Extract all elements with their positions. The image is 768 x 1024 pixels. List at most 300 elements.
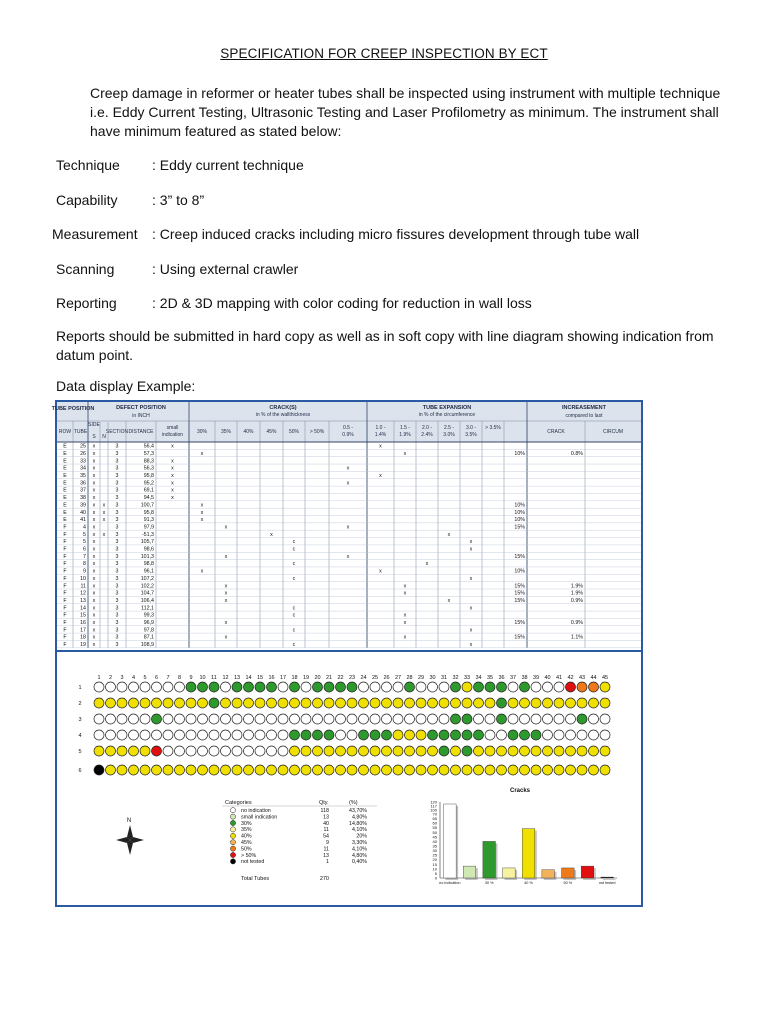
tube-circle	[209, 714, 219, 724]
cell-row: E	[63, 509, 67, 516]
tube-circle	[129, 765, 139, 775]
legend-label: small indication	[241, 814, 278, 821]
cell-tube: 14	[80, 605, 86, 612]
tube-circle	[140, 746, 150, 756]
cell-distance: 112,1	[141, 605, 154, 612]
tube-circle	[451, 765, 461, 775]
chart-bar	[601, 877, 614, 878]
tube-circle	[543, 730, 553, 740]
tube-circle	[543, 682, 553, 692]
map-row-number: 3	[78, 717, 82, 723]
tube-circle	[106, 730, 116, 740]
tube-circle	[278, 698, 288, 708]
cell-crack-mark: x	[224, 553, 228, 560]
tube-circle	[232, 730, 242, 740]
cell-side-s: x	[92, 561, 96, 568]
tube-circle	[497, 682, 507, 692]
cell-row: F	[63, 575, 67, 582]
tube-circle	[520, 730, 530, 740]
tube-circle	[301, 746, 311, 756]
tube-circle	[347, 714, 357, 724]
tube-circle	[531, 765, 541, 775]
tube-circle	[198, 746, 208, 756]
spec-label-capability: Capability	[56, 192, 118, 208]
tube-circle	[198, 682, 208, 692]
tube-circle	[278, 682, 288, 692]
tube-circle	[267, 746, 277, 756]
cell-crack-mark: x	[200, 502, 204, 509]
legend-label: > 50%	[241, 852, 257, 859]
column-header: 1.5 -	[399, 425, 411, 431]
tube-circle	[577, 765, 587, 775]
map-column-number: 39	[532, 675, 540, 681]
cell-crack-mark: c	[292, 605, 296, 612]
tube-circle	[301, 698, 311, 708]
legend-pct: 20%	[356, 833, 367, 840]
cell-row: E	[63, 473, 67, 479]
cell-expansion-mark: x	[469, 605, 473, 612]
cell-distance: 69,1	[143, 487, 154, 494]
cell-section: 3	[115, 443, 119, 450]
tube-circle	[359, 698, 369, 708]
cell-section: 3	[115, 612, 119, 619]
tube-circle	[566, 746, 576, 756]
cell-tube: 15	[80, 612, 86, 619]
legend-swatch	[230, 840, 235, 845]
cell-circum-increase: 0.9%	[570, 597, 583, 604]
column-header: S	[92, 434, 96, 440]
column-header: 3.0%	[443, 432, 455, 438]
tube-circle	[577, 746, 587, 756]
cell-side-s: x	[92, 480, 96, 487]
tube-circle	[221, 746, 231, 756]
cell-crack-mark: x	[270, 531, 273, 538]
tube-circle	[175, 714, 185, 724]
tube-circle	[531, 698, 541, 708]
legend-pct: 3,30%	[351, 840, 367, 846]
column-header: 0.5 -	[342, 425, 354, 431]
tube-circle	[485, 714, 495, 724]
legend-pct: 43,70%	[349, 808, 367, 814]
column-header: 2.0 -	[421, 425, 433, 431]
cell-section: 3	[115, 634, 119, 641]
legend-label: 40%	[241, 833, 252, 840]
tube-circle	[474, 714, 484, 724]
legend-qty: 40	[323, 820, 329, 827]
tube-circle	[520, 714, 530, 724]
chart-bar	[581, 866, 594, 878]
cell-tube: 33	[80, 458, 86, 465]
map-column-number: 6	[154, 675, 159, 681]
legend-qty: 54	[323, 833, 329, 840]
cell-circum-increase: 1.9%	[570, 583, 583, 590]
cell-expansion-mark: x	[379, 568, 382, 575]
cell-row: E	[63, 495, 67, 502]
tube-circle	[244, 698, 254, 708]
tube-circle	[140, 714, 150, 724]
cell-crack-mark: x	[224, 634, 228, 641]
header-expansion-sub: in % of the circumference	[418, 412, 476, 418]
tube-circle	[209, 746, 219, 756]
cell-distance: 87,1	[143, 634, 154, 641]
tube-circle	[474, 682, 484, 692]
chart-bar	[522, 829, 535, 878]
column-header: 35%	[220, 429, 232, 435]
cell-side-s: x	[92, 473, 96, 479]
tube-circle	[485, 682, 495, 692]
cell-crack-mark: x	[171, 480, 174, 487]
legend-pct: 4,10%	[351, 846, 367, 853]
compass-north-label: N	[126, 818, 132, 824]
tube-circle	[531, 730, 541, 740]
cell-tube: 35	[80, 473, 86, 479]
map-column-number: 10	[199, 675, 206, 681]
header-cracks-sub: in % of the wallthickness	[255, 412, 311, 418]
map-column-number: 20	[314, 675, 321, 681]
tube-circle	[600, 746, 610, 756]
legend-swatch	[230, 820, 235, 825]
cell-side-s: x	[92, 546, 96, 553]
column-header: 1.4%	[374, 432, 387, 438]
cell-expansion-mark: x	[469, 575, 473, 582]
tube-circle	[129, 746, 139, 756]
tube-circle	[129, 714, 139, 724]
cell-section: 3	[115, 605, 119, 612]
tube-circle	[589, 714, 599, 724]
tube-circle	[600, 765, 610, 775]
page-title: SPECIFICATION FOR CREEP INSPECTION BY ECT	[220, 46, 548, 61]
tube-circle	[186, 730, 196, 740]
cell-expansion-mark: x	[403, 612, 407, 619]
chart-bar	[483, 841, 496, 878]
cell-row: F	[63, 612, 67, 619]
cell-expansion-mark: x	[403, 583, 407, 590]
tube-circle	[267, 682, 277, 692]
column-header: TUBE	[73, 429, 88, 435]
cell-crack-increase: 15%	[514, 634, 525, 641]
cell-expansion-mark: x	[346, 553, 350, 560]
tube-circle	[152, 765, 162, 775]
cell-distance: -51,3	[141, 531, 154, 538]
cell-row: E	[63, 517, 67, 524]
cell-section: 3	[115, 597, 119, 604]
legend-qty: 1	[326, 859, 329, 866]
tube-circle	[290, 698, 300, 708]
tube-circle	[255, 730, 265, 740]
cell-crack-increase: 10%	[514, 450, 525, 457]
header-expansion: TUBE EXPANSION	[422, 405, 472, 411]
cell-distance: 101,3	[140, 553, 154, 560]
tube-circle	[255, 714, 265, 724]
map-column-number: 2	[108, 675, 113, 681]
cell-side-s: x	[92, 590, 96, 597]
tube-circle	[290, 746, 300, 756]
column-header: small	[166, 425, 179, 431]
cell-side-s: x	[92, 458, 96, 465]
tube-circle	[428, 730, 438, 740]
map-column-number: 40	[544, 675, 551, 681]
tube-circle	[324, 765, 334, 775]
tube-circle	[382, 730, 392, 740]
tube-circle	[106, 682, 116, 692]
tube-circle	[267, 698, 277, 708]
cell-row: F	[63, 642, 67, 649]
cell-section: 3	[115, 627, 119, 634]
cell-side-s: x	[92, 465, 96, 472]
cell-row: F	[63, 531, 67, 538]
tube-circle	[543, 714, 553, 724]
tube-circle	[244, 714, 254, 724]
column-header: CRACK	[547, 429, 565, 435]
tube-circle	[589, 682, 599, 692]
cell-section: 3	[115, 473, 119, 479]
tube-circle	[474, 746, 484, 756]
tube-circle	[405, 730, 415, 740]
tube-circle	[117, 730, 127, 740]
tube-circle	[152, 730, 162, 740]
tube-circle	[566, 730, 576, 740]
cell-expansion-mark: x	[379, 473, 382, 479]
cell-section: 3	[115, 546, 119, 553]
cell-row: F	[63, 620, 67, 626]
tube-circle	[474, 730, 484, 740]
chart-title: Cracks	[509, 788, 531, 794]
column-header: indication	[161, 432, 184, 438]
cell-crack-mark: x	[171, 495, 174, 502]
legend-pct: 4,80%	[351, 814, 367, 821]
spec-label-reporting: Reporting	[56, 295, 117, 311]
tube-circle	[485, 746, 495, 756]
cell-side-s: x	[92, 443, 96, 450]
cell-expansion-mark: x	[469, 642, 473, 649]
cell-section: 3	[115, 450, 119, 457]
legend-label: 45%	[241, 840, 252, 846]
cell-circum-increase: 0.8%	[570, 450, 583, 457]
chart-y-tick: 65	[432, 816, 437, 822]
tube-circle	[255, 698, 265, 708]
cell-crack-mark: x	[171, 458, 174, 465]
cell-section: 3	[115, 590, 119, 597]
cell-expansion-mark: x	[469, 546, 473, 553]
cell-row: F	[63, 590, 67, 597]
tube-circle	[278, 765, 288, 775]
tube-circle	[94, 746, 104, 756]
map-column-number: 18	[291, 675, 298, 681]
tube-circle	[405, 746, 415, 756]
chart-bar-shadow	[603, 879, 616, 880]
cell-crack-mark: x	[224, 597, 228, 604]
cell-tube: 12	[80, 590, 86, 597]
data-display-label: Data display Example:	[56, 378, 196, 394]
map-row-number: 2	[78, 701, 82, 707]
tube-circle	[290, 730, 300, 740]
cell-crack-increase: 15%	[514, 620, 525, 626]
cell-expansion-mark: x	[403, 450, 407, 457]
tube-circle	[451, 714, 461, 724]
column-header: N	[102, 434, 106, 440]
cell-tube: 10	[80, 575, 86, 582]
tube-circle	[244, 730, 254, 740]
map-column-number: 37	[509, 675, 517, 681]
cell-tube: 9	[83, 568, 86, 575]
tube-circle	[94, 714, 104, 724]
tube-circle	[313, 682, 323, 692]
tube-circle	[577, 730, 587, 740]
cell-side-s: x	[92, 605, 96, 612]
column-header: SECTION	[105, 429, 129, 435]
tube-circle	[336, 714, 346, 724]
tube-circle	[393, 714, 403, 724]
cell-expansion-mark: x	[346, 465, 350, 472]
chart-bar	[463, 866, 476, 878]
tube-circle	[347, 746, 357, 756]
header-increasement-sub: compared to last	[565, 413, 603, 419]
map-column-number: 35	[486, 675, 494, 681]
tube-circle	[255, 682, 265, 692]
tube-circle	[347, 765, 357, 775]
compass-needle-north	[127, 825, 133, 840]
cell-distance: 96,1	[143, 568, 154, 575]
tube-circle	[451, 746, 461, 756]
tube-circle	[577, 682, 587, 692]
tube-circle	[566, 714, 576, 724]
tube-circle	[267, 765, 277, 775]
cell-tube: 6	[83, 546, 86, 553]
cell-row: F	[63, 627, 67, 634]
column-header: 1.0 -	[375, 425, 386, 431]
cell-distance: 108,9	[140, 642, 154, 649]
legend-label: no indication	[241, 808, 271, 814]
cell-side-s: x	[92, 450, 96, 457]
legend-qty: 118	[320, 808, 329, 814]
tube-circle	[186, 682, 196, 692]
cell-crack-mark: c	[292, 539, 296, 546]
legend-header-pct: (%)	[349, 800, 358, 806]
legend-swatch	[230, 827, 235, 832]
chart-y-tick: 60	[432, 820, 437, 826]
tube-circle	[140, 682, 150, 692]
cell-distance: 98,6	[143, 546, 154, 553]
legend-pct: 4,10%	[351, 827, 367, 834]
tube-circle	[485, 765, 495, 775]
tube-circle	[416, 730, 426, 740]
tube-circle	[554, 714, 564, 724]
map-column-number: 4	[131, 675, 136, 681]
tube-circle	[140, 698, 150, 708]
tube-circle	[278, 730, 288, 740]
cell-side-s: x	[92, 531, 96, 538]
compass-icon	[116, 818, 144, 855]
tube-circle	[382, 682, 392, 692]
chart-y-tick: 25	[432, 852, 437, 858]
cell-side-s: x	[92, 553, 96, 560]
cell-side-s: x	[92, 568, 96, 575]
tube-circle	[566, 765, 576, 775]
chart-y-tick: 40	[432, 838, 437, 844]
map-column-number: 27	[394, 675, 402, 681]
tube-circle	[244, 746, 254, 756]
chart-y-tick: 5	[434, 870, 437, 876]
tube-circle	[129, 682, 139, 692]
column-header: CIRCUM	[603, 429, 623, 435]
tube-circle	[209, 730, 219, 740]
cell-row: E	[63, 458, 67, 465]
cell-distance: 107,2	[140, 575, 154, 582]
legend-swatch	[230, 808, 235, 813]
cell-crack-increase: 15%	[514, 597, 525, 604]
cell-tube: 18	[80, 634, 86, 641]
tube-circle	[313, 698, 323, 708]
tube-circle	[382, 714, 392, 724]
cell-section: 3	[115, 524, 119, 531]
cell-distance: 96,9	[143, 620, 154, 626]
tube-circle	[347, 682, 357, 692]
column-header: 3.0 -	[465, 425, 477, 431]
legend-label: 35%	[241, 827, 252, 834]
tube-circle	[140, 730, 150, 740]
cell-crack-increase: 15%	[514, 590, 525, 597]
tube-circle	[267, 730, 277, 740]
cell-tube: 40	[80, 509, 86, 516]
tube-circle	[382, 746, 392, 756]
tube-circle	[589, 698, 599, 708]
tube-circle	[347, 730, 357, 740]
cell-crack-increase: 15%	[514, 583, 525, 590]
cell-side-s: x	[92, 502, 96, 509]
legend-header-category: Categories	[225, 800, 252, 806]
chart-bar	[503, 868, 516, 878]
cell-tube: 25	[80, 443, 86, 450]
cell-side-s: x	[92, 509, 96, 516]
legend-header-qty: Qty.	[319, 800, 329, 806]
chart-y-tick: 45	[432, 834, 437, 840]
cell-crack-mark: x	[171, 487, 174, 494]
map-column-number: 19	[302, 675, 310, 681]
tube-circle	[324, 746, 334, 756]
cell-distance: 104,7	[140, 590, 154, 597]
cell-section: 3	[115, 568, 119, 575]
map-column-number: 22	[337, 675, 344, 681]
cell-row: F	[63, 561, 67, 568]
tube-circle	[186, 746, 196, 756]
cell-distance: 99,3	[143, 612, 154, 619]
cell-side-s: x	[92, 517, 96, 524]
tube-circle	[600, 730, 610, 740]
tube-circle	[198, 714, 208, 724]
cell-tube: 5	[83, 531, 86, 538]
legend-qty: 11	[323, 827, 329, 834]
tube-circle	[428, 698, 438, 708]
tube-circle	[175, 682, 185, 692]
cell-side-s: x	[92, 627, 96, 634]
cell-row: E	[63, 487, 67, 494]
cell-distance: 105,7	[140, 539, 154, 546]
tube-circle	[416, 682, 426, 692]
map-column-number: 42	[567, 675, 574, 681]
tube-circle	[393, 765, 403, 775]
cell-side-s: x	[92, 642, 96, 649]
tube-circle	[290, 765, 300, 775]
legend-total-value: 270	[319, 876, 329, 882]
cell-row: E	[63, 450, 67, 457]
tube-circle	[336, 698, 346, 708]
tube-circle	[117, 682, 127, 692]
cell-section: 3	[115, 531, 119, 538]
tube-circle	[370, 765, 380, 775]
cell-side-s: x	[92, 620, 96, 626]
chart-x-label: 30 %	[484, 881, 494, 885]
tube-circle	[221, 765, 231, 775]
